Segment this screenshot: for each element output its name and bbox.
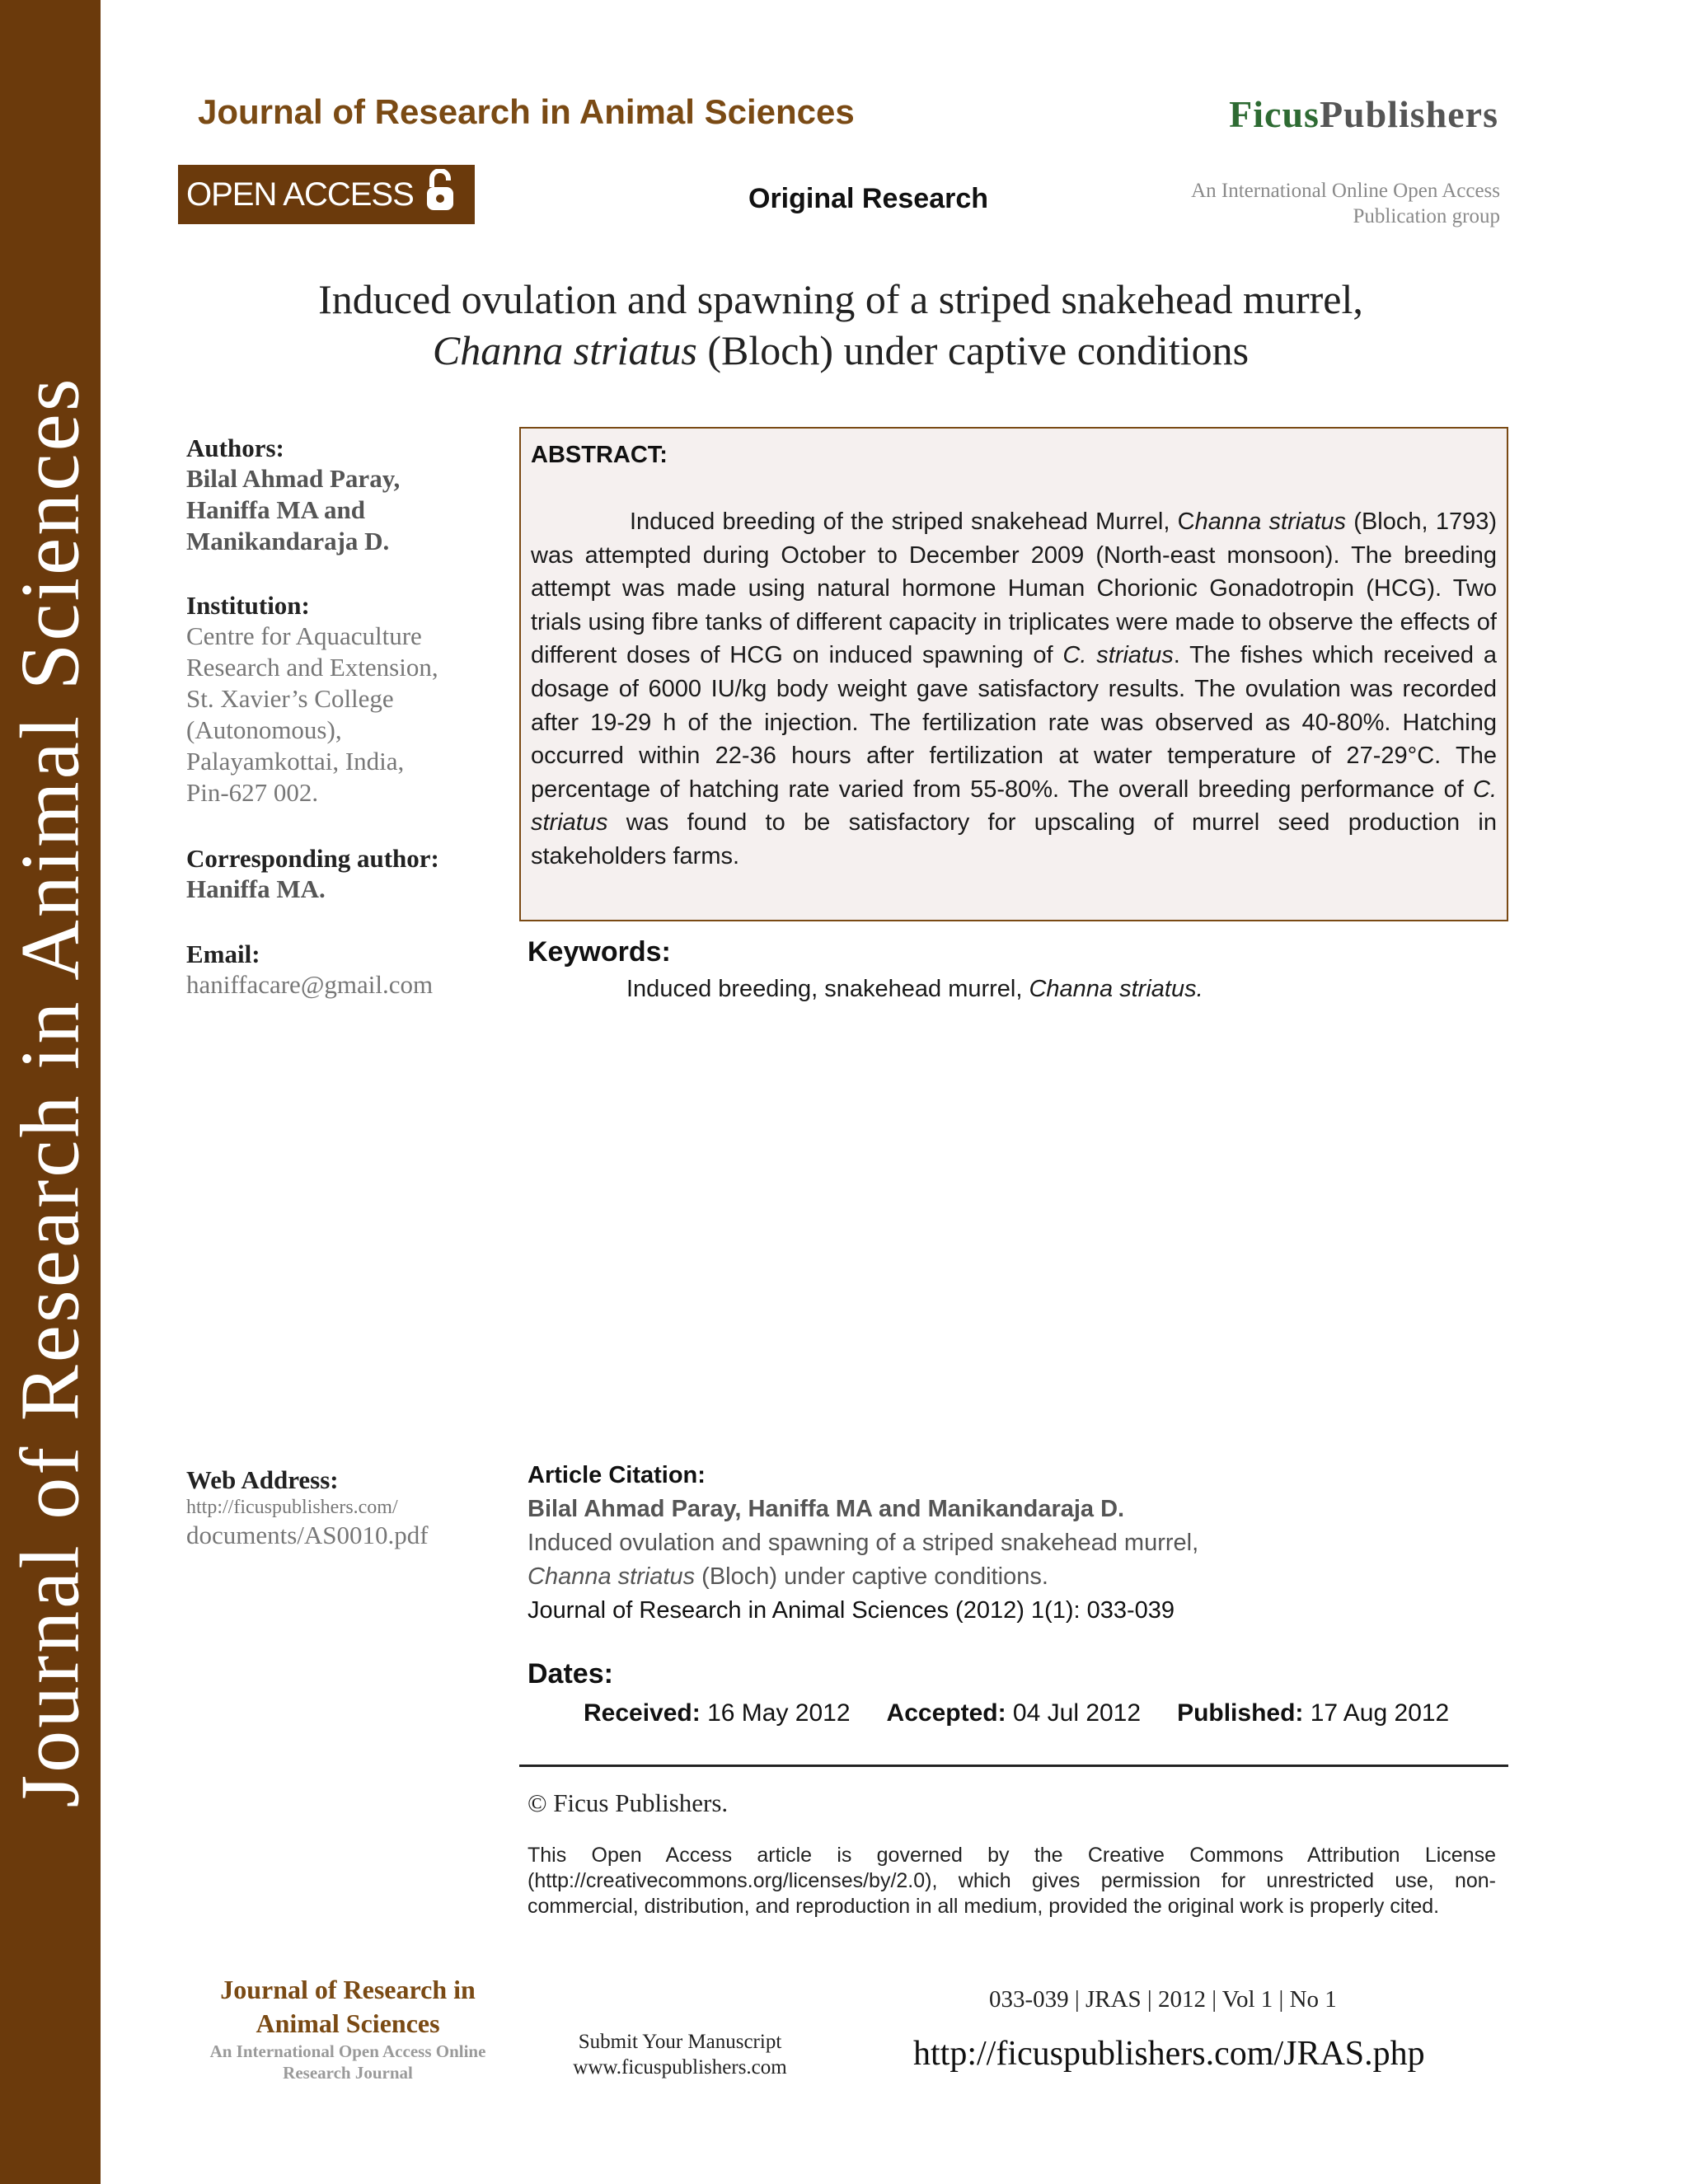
article-citation [528, 1459, 1198, 1628]
accepted-date [887, 1699, 1142, 1727]
keywords-text [626, 976, 1203, 1003]
keywords-heading: Keywords: [528, 936, 671, 968]
citation-title: Induced ovulation and spawning of a striped snakehead murrel, [528, 1530, 1199, 1556]
citation-title-rest: (Bloch) under captive conditions. [695, 1563, 1048, 1590]
publisher-logo-part2: Publishers [1319, 93, 1498, 135]
institution-line: St. Xavier’s College [186, 684, 394, 713]
tagline-line: An International Online Open Access [1191, 180, 1500, 202]
abstract-part: . The fishes which received a dosage of 6000 IU/kg body weight gave satisfactory results. The ovulation was recorded after 19-29 h of the injection. The fertilization rate was observed as 40-80%. Hatching occurred within 22-36 hours after fertilization at water temperature of 27-29°C. The percentage of hatching rate varied from 55-80%. The overall breeding performance of [531, 642, 1497, 803]
paper-title [198, 274, 1484, 376]
accepted-label: Accepted: [886, 1699, 1006, 1727]
tagline-line: Publication group [1353, 205, 1500, 227]
publisher-tagline [1191, 178, 1500, 229]
abstract-species: C. striatus [1062, 642, 1174, 669]
section-divider [519, 1765, 1508, 1767]
citation-title [528, 1560, 1198, 1594]
institution-section [186, 591, 438, 808]
institution-line: Research and Extension, [186, 653, 438, 682]
citation-species: Channa striatus [528, 1563, 696, 1590]
email-label: Email: [186, 940, 260, 968]
web-address-link[interactable]: documents/AS0010.pdf [186, 1521, 429, 1549]
published-label: Published: [1177, 1699, 1304, 1727]
publisher-logo-part1: Ficus [1229, 93, 1320, 135]
journal-url-link[interactable]: http://ficuspublishers.com/JRAS.php [913, 2035, 1425, 2073]
open-access-label: OPEN ACCESS [186, 176, 414, 213]
journal-title: Journal of Research in Animal Sciences [198, 92, 855, 131]
title-line: Induced ovulation and spawning of a striped snakehead murrel, [318, 276, 1363, 322]
author-line: Manikandaraja D. [186, 527, 390, 555]
publisher-logo [1229, 92, 1498, 136]
corresponding-label: Corresponding author: [186, 844, 439, 873]
article-type-label: Original Research [748, 183, 989, 214]
abstract-part: Induced breeding of the striped snakehead Murrel, C [630, 509, 1195, 535]
dates-heading: Dates: [528, 1658, 613, 1690]
keywords-list: Induced breeding, snakehead murrel, [626, 976, 1029, 1002]
institution-line: (Autonomous), [186, 715, 342, 744]
footer-tagline [183, 2041, 513, 2083]
abstract-box [519, 427, 1508, 921]
citation-label: Article Citation: [528, 1462, 706, 1488]
email-section [186, 940, 433, 1001]
abstract-heading: ABSTRACT: [531, 442, 668, 468]
author-line: Haniffa MA and [186, 495, 366, 524]
journal-side-banner [0, 0, 101, 2184]
submit-manuscript-link[interactable] [552, 2029, 808, 2080]
institution-line: Pin-627 002. [186, 778, 319, 807]
received-date [584, 1699, 851, 1727]
banner-vertical-title: Journal of Research in Animal Sciences [3, 376, 97, 1808]
received-value: 16 May 2012 [700, 1699, 851, 1727]
abstract-species: hanna striatus [1194, 509, 1347, 535]
footer-tagline-line: Research Journal [283, 2063, 413, 2083]
authors-section [186, 434, 400, 557]
abstract-text [531, 505, 1497, 874]
institution-line: Centre for Aquaculture [186, 621, 422, 650]
open-lock-icon [414, 169, 455, 220]
institution-line: Palayamkottai, India, [186, 747, 405, 776]
corresponding-section [186, 844, 439, 905]
footer-journal-line: Animal Sciences [256, 2008, 440, 2038]
email-link[interactable]: haniffacare@gmail.com [186, 970, 434, 999]
abstract-species: C. striatus [531, 776, 1497, 837]
web-address-section [186, 1465, 429, 1551]
web-address-link[interactable]: http://ficuspublishers.com/ [186, 1497, 398, 1518]
web-address-label: Web Address: [186, 1465, 339, 1494]
corresponding-author: Haniffa MA. [186, 874, 326, 903]
title-rest: (Bloch) under captive conditions [696, 327, 1250, 373]
citation-journal: Journal of Research in Animal Sciences (2012) 1(1): 033-039 [528, 1597, 1175, 1624]
license-text: This Open Access article is governed by the Creative Commons Attribution License (http://creativecommons.org/licenses/by/2.0), which gives permission for unrestricted use, non-commercial, distribution, and reproduction in all medium, provided the original work is properly cited. [528, 1844, 1496, 1918]
citation-authors: Bilal Ahmad Paray, Haniffa MA and Manikandaraja D. [528, 1496, 1125, 1522]
footer-journal-name [183, 1973, 513, 2041]
page-info: 033-039 | JRAS | 2012 | Vol 1 | No 1 [989, 1986, 1337, 2013]
title-species: Channa striatus [432, 327, 697, 373]
title-line [198, 325, 1484, 376]
submit-label: Submit Your Manuscript [578, 2031, 782, 2053]
published-date [1177, 1699, 1449, 1727]
abstract-part: was found to be satisfactory for upscaling of murrel seed production in stakeholders farms. [531, 809, 1497, 869]
institution-label: Institution: [186, 591, 310, 620]
copyright-notice: © Ficus Publishers. [528, 1788, 729, 1817]
authors-label: Authors: [186, 434, 284, 462]
footer-tagline-line: An International Open Access Online [209, 2041, 486, 2061]
accepted-value: 04 Jul 2012 [1006, 1699, 1142, 1727]
keywords-species: Channa striatus. [1029, 976, 1203, 1002]
open-access-badge [178, 165, 475, 224]
submit-url[interactable]: www.ficuspublishers.com [573, 2056, 787, 2079]
author-line: Bilal Ahmad Paray, [186, 464, 401, 493]
abstract-part: (Bloch, 1793) was attempted during October to December 2009 (North-east monsoon). The breeding attempt was made using natural hormone Human Chorionic Gonadotropin (HCG). Two trials using fibre tanks of different capacity in triplicates were made to observe the effects of different doses of HCG on induced spawning of [531, 509, 1497, 669]
received-label: Received: [584, 1699, 701, 1727]
dates-row [584, 1699, 1485, 1727]
published-value: 17 Aug 2012 [1303, 1699, 1450, 1727]
footer-journal-line: Journal of Research in [220, 1975, 476, 2004]
